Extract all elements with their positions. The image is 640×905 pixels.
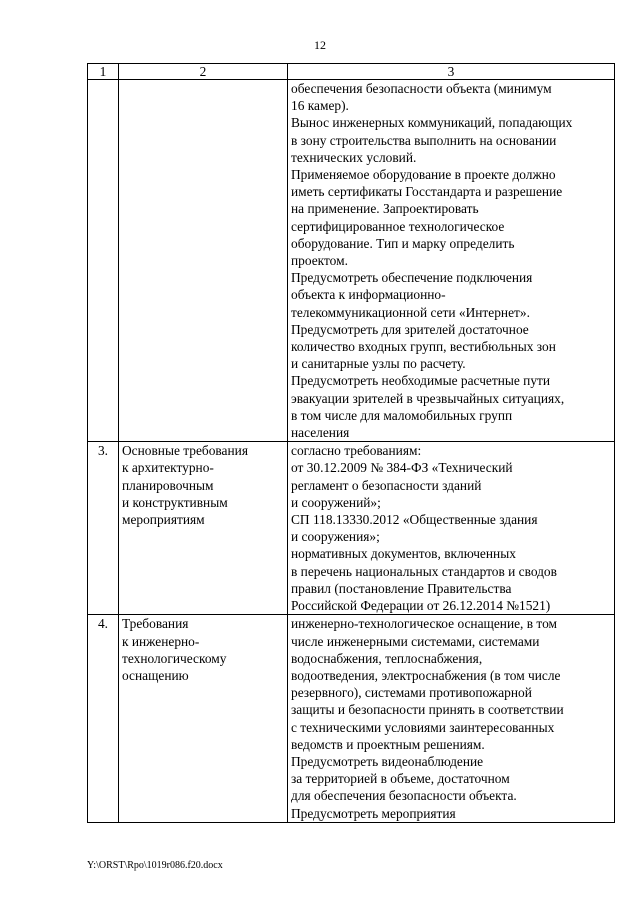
- text-line: правил (постановление Правительства: [291, 580, 512, 596]
- table-row-3: [88, 442, 615, 615]
- text-line: в том числе для маломобильных групп: [291, 407, 513, 423]
- text-line: планировочным: [122, 477, 214, 493]
- text-line: Основные требования: [122, 443, 248, 459]
- text-line: сертифицированное технологическое: [291, 218, 505, 234]
- row-label: [119, 442, 288, 615]
- text-line: и санитарные узлы по расчету.: [291, 356, 466, 372]
- row-content: [288, 442, 615, 615]
- text-line: Применяемое оборудование в проекте должно: [291, 167, 556, 183]
- text-line: на применение. Запроектировать: [291, 201, 479, 217]
- text-line: Предусмотреть мероприятия: [291, 805, 456, 821]
- text-line: инженерно-технологическое оснащение, в том: [291, 616, 558, 632]
- text-line: Предусмотреть необходимые расчетные пути: [291, 373, 551, 389]
- text-line: резервного), системами противопожарной: [291, 685, 532, 701]
- row-label: [119, 80, 288, 442]
- text-line: Предусмотреть для зрителей достаточное: [291, 321, 529, 337]
- text-line: СП 118.13330.2012 «Общественные здания: [291, 512, 538, 528]
- table-row-4: [88, 615, 615, 822]
- file-path-footer: Y:\ORST\Rpo\1019r086.f20.docx: [87, 860, 223, 871]
- text-line: количество входных групп, вестибюльных зон: [291, 339, 556, 355]
- header-col-3: 3: [288, 64, 615, 80]
- text-line: за территорией в объеме, достаточном: [291, 771, 510, 787]
- text-line: для обеспечения безопасности объекта.: [291, 788, 517, 804]
- text-line: ведомств и проектным решениям.: [291, 736, 485, 752]
- row-label: [119, 615, 288, 822]
- text-line: проектом.: [291, 253, 348, 269]
- text-line: технологическому: [122, 650, 227, 666]
- text-line: обеспечения безопасности объекта (минимум: [291, 81, 552, 96]
- text-line: в перечень национальных стандартов и сводов: [291, 563, 557, 579]
- page-number: 12: [314, 38, 326, 52]
- requirements-table: [87, 63, 615, 823]
- text-line: эвакуации зрителей в чрезвычайных ситуациях,: [291, 390, 565, 406]
- text-line: Предусмотреть обеспечение подключения: [291, 270, 533, 286]
- text-line: телекоммуникационной сети «Интернет».: [291, 304, 530, 320]
- text-line: оснащению: [122, 667, 189, 683]
- row-content: [288, 615, 615, 822]
- text-line: Предусмотреть видеонаблюдение: [291, 753, 484, 769]
- text-line: регламент о безопасности зданий: [291, 477, 482, 493]
- row-number: 4.: [88, 615, 119, 822]
- text-line: мероприятиям: [122, 512, 205, 528]
- text-line: водоотведения, электроснабжения (в том числе: [291, 667, 561, 683]
- text-line: и сооружений»;: [291, 494, 381, 510]
- row-number: 3.: [88, 442, 119, 615]
- text-line: к инженерно-: [122, 633, 200, 649]
- text-line: и конструктивным: [122, 494, 228, 510]
- text-line: согласно требованиям:: [291, 443, 422, 459]
- text-line: объекта к информационно-: [291, 287, 446, 303]
- text-line: оборудование. Тип и марку определить: [291, 235, 515, 251]
- table-header-row: [88, 64, 615, 80]
- text-line: с техническими условиями заинтересованных: [291, 719, 555, 735]
- text-line: водоснабжения, теплоснабжения,: [291, 650, 483, 666]
- text-line: 16 камер).: [291, 98, 349, 114]
- row-content: [288, 80, 615, 442]
- text-line: Российской Федерации от 26.12.2014 №1521): [291, 598, 551, 614]
- text-line: Вынос инженерных коммуникаций, попадающих: [291, 115, 573, 131]
- text-line: и сооружения»;: [291, 529, 380, 545]
- text-line: от 30.12.2009 № 384-ФЗ «Технический: [291, 460, 513, 476]
- text-line: в зону строительства выполнить на основании: [291, 132, 557, 148]
- header-col-2: 2: [119, 64, 288, 80]
- text-line: иметь сертификаты Госстандарта и разрешение: [291, 184, 563, 200]
- text-line: населения: [291, 425, 350, 441]
- text-line: числе инженерными системами, системами: [291, 633, 540, 649]
- text-line: технических условий.: [291, 149, 417, 165]
- header-col-1: 1: [88, 64, 119, 80]
- table-row-continued: [88, 80, 615, 442]
- text-line: нормативных документов, включенных: [291, 546, 516, 562]
- text-line: защиты и безопасности принять в соответствии: [291, 702, 564, 718]
- row-number: [88, 80, 119, 442]
- text-line: Требования: [122, 616, 189, 632]
- text-line: к архитектурно-: [122, 460, 214, 476]
